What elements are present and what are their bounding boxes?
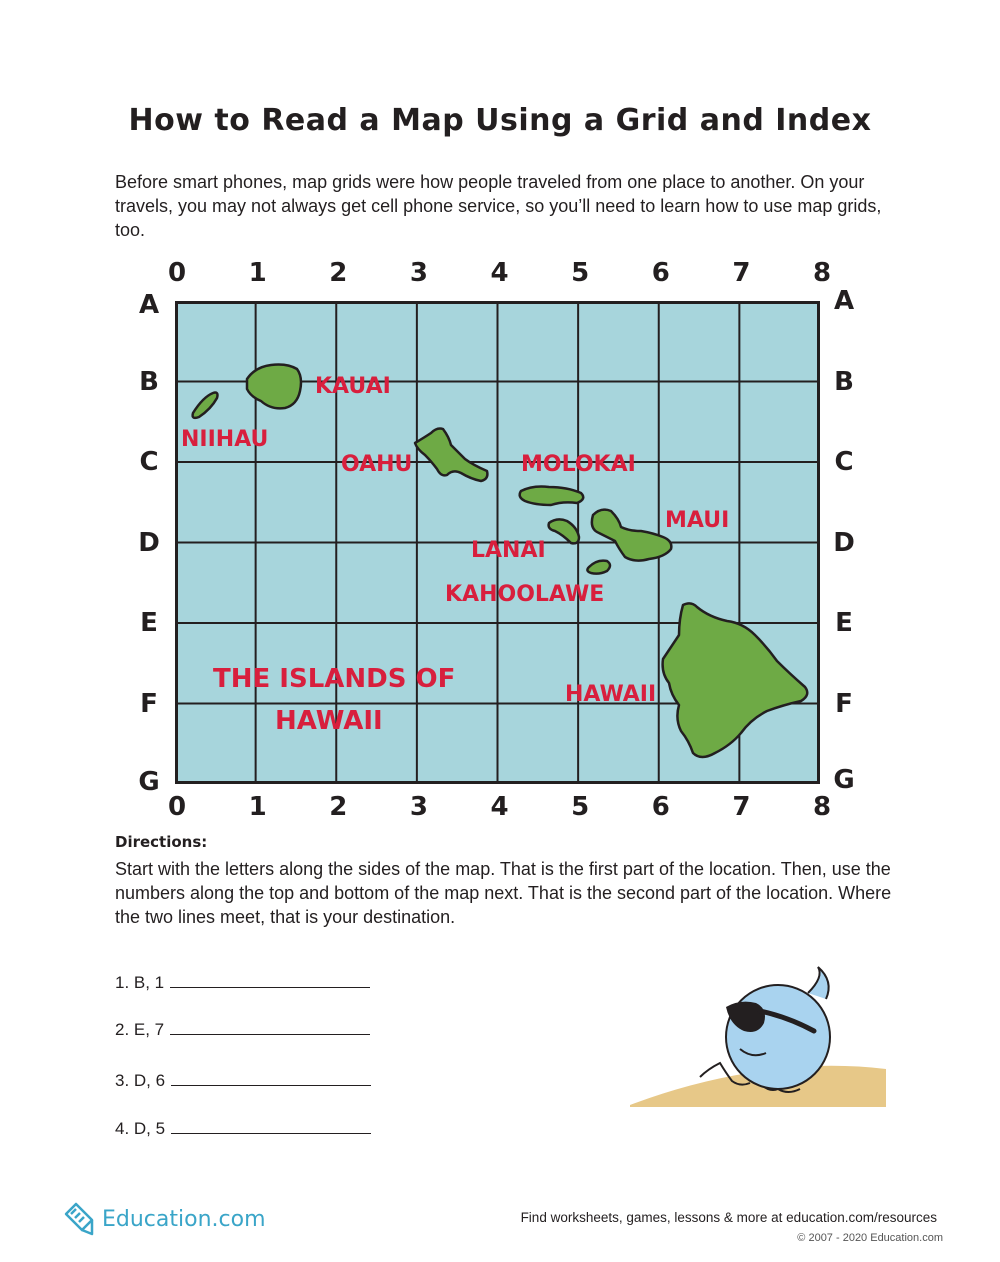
answer-blank[interactable] <box>170 972 370 988</box>
question-label: 3. D, 6 <box>115 1071 166 1090</box>
right-row-label-E: E <box>835 608 853 638</box>
bottom-column-label-6: 6 <box>651 792 670 822</box>
bottom-column-label-7: 7 <box>732 792 751 822</box>
bottom-column-label-0: 0 <box>167 792 187 822</box>
right-row-label-D: D <box>833 527 855 558</box>
answer-blank[interactable] <box>170 1019 370 1035</box>
question-label: 2. E, 7 <box>115 1020 165 1039</box>
left-row-label-F: F <box>140 688 158 719</box>
right-row-label-A: A <box>833 286 855 316</box>
right-row-label-F: F <box>835 688 853 719</box>
question-label: 1. B, 1 <box>115 973 165 992</box>
left-row-label-A: A <box>138 290 160 320</box>
oahu-label: OAHU <box>341 452 413 477</box>
top-column-label-3: 3 <box>409 258 428 288</box>
left-row-label-D: D <box>138 527 160 558</box>
right-row-label-B: B <box>834 366 854 397</box>
left-row-label-B: B <box>139 366 159 397</box>
right-row-label-G: G <box>833 765 855 795</box>
footer-copyright: © 2007 - 2020 Education.com <box>797 1232 943 1244</box>
niihau-label: NIIHAU <box>181 427 269 452</box>
left-row-label-C: C <box>139 447 159 477</box>
directions-text: Start with the letters along the sides of the map. That is the first part of the location. Then, use the numbers along the top and bottom of the map next. That is the second part of the location. Where the two lines meet, that is your destination. <box>115 859 892 927</box>
top-column-label-5: 5 <box>571 258 590 288</box>
bottom-column-label-3: 3 <box>409 792 428 822</box>
question-label: 4. D, 5 <box>115 1119 166 1138</box>
answer-blank[interactable] <box>171 1118 371 1134</box>
bottom-column-label-1: 1 <box>248 792 267 822</box>
bottom-column-label-8: 8 <box>812 792 832 822</box>
top-column-label-6: 6 <box>651 258 670 288</box>
answer-blank[interactable] <box>171 1070 371 1086</box>
intro-paragraph: Before smart phones, map grids were how people traveled from one place to another. On your travels, you may not always get cell phone service, so you’ll need to learn how to use map grids, too. <box>115 172 882 240</box>
molokai-island <box>520 487 584 506</box>
page-title: How to Read a Map Using a Grid and Index <box>128 103 872 138</box>
mascot-body-icon <box>726 985 830 1089</box>
question-4 <box>115 1118 371 1139</box>
top-column-label-2: 2 <box>329 258 348 288</box>
left-row-label-G: G <box>138 767 160 797</box>
top-column-label-7: 7 <box>732 258 751 288</box>
mascot-tuft-icon <box>808 967 829 999</box>
right-row-label-C: C <box>834 447 854 477</box>
footer-resources-text: Find worksheets, games, lessons & more at education.com/resources <box>520 1210 937 1225</box>
hawaii-grid-map <box>175 301 820 784</box>
top-column-label-8: 8 <box>812 258 832 288</box>
logo-text: Education.com <box>102 1206 266 1232</box>
education-com-logo[interactable] <box>62 1202 266 1236</box>
top-column-label-4: 4 <box>490 258 509 288</box>
pencil-logo-icon <box>62 1202 98 1236</box>
kauai-label: KAUAI <box>315 374 391 399</box>
lanai-label: LANAI <box>471 538 546 563</box>
molokai-label: MOLOKAI <box>521 452 636 477</box>
hawaii-label: HAWAII <box>565 682 657 707</box>
left-row-label-E: E <box>140 608 158 638</box>
map-title-line1: THE ISLANDS OF <box>213 664 456 694</box>
directions-heading: Directions: <box>115 833 208 851</box>
kahoolawe-label: KAHOOLAWE <box>445 582 605 607</box>
beach-mascot-illustration <box>628 965 890 1118</box>
map-title-line2: HAWAII <box>275 706 383 736</box>
question-2 <box>115 1019 370 1040</box>
maui-label: MAUI <box>665 508 730 533</box>
bottom-column-label-5: 5 <box>571 792 590 822</box>
question-1 <box>115 972 370 993</box>
bottom-column-label-2: 2 <box>329 792 348 822</box>
top-column-label-0: 0 <box>167 258 187 288</box>
top-column-label-1: 1 <box>248 258 267 288</box>
bottom-column-label-4: 4 <box>490 792 509 822</box>
question-3 <box>115 1070 371 1091</box>
